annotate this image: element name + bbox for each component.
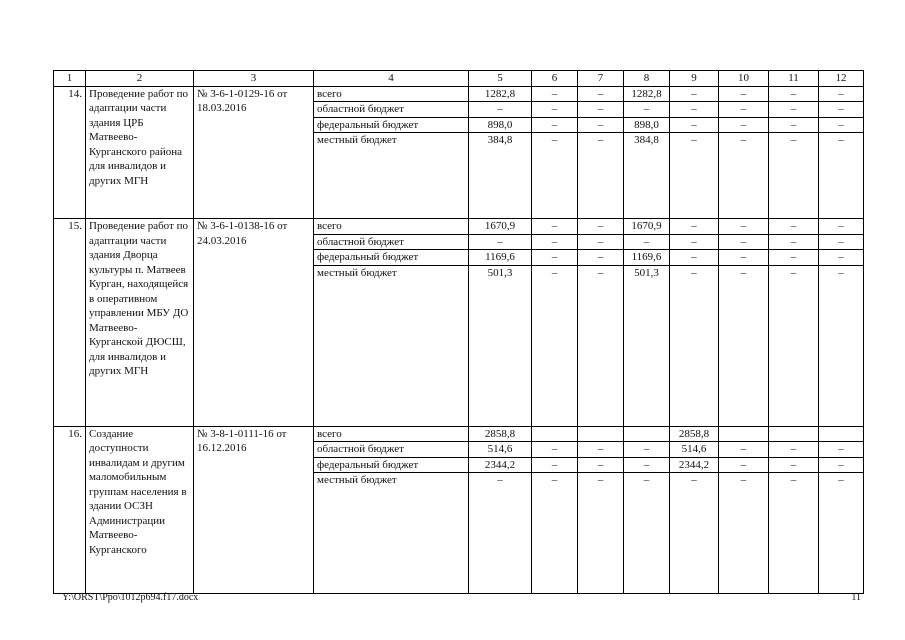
amount-cell: – [670, 250, 719, 266]
amount-cell: 898,0 [624, 117, 670, 133]
amount-cell: – [769, 117, 819, 133]
column-header: 3 [194, 71, 314, 87]
amount-cell: – [819, 117, 864, 133]
amount-cell: – [469, 473, 532, 594]
amount-cell: – [819, 473, 864, 594]
amount-cell: – [819, 234, 864, 250]
amount-cell: 514,6 [469, 442, 532, 458]
amount-cell: – [719, 102, 769, 118]
amount-cell: – [578, 133, 624, 219]
amount-cell: – [819, 265, 864, 426]
amount-cell: – [670, 234, 719, 250]
budget-label: всего [314, 86, 469, 102]
budget-label: всего [314, 426, 469, 442]
amount-cell: – [769, 86, 819, 102]
amount-cell: – [719, 133, 769, 219]
amount-cell: – [819, 442, 864, 458]
amount-cell: – [670, 86, 719, 102]
budget-label: областной бюджет [314, 442, 469, 458]
amount-cell: 384,8 [469, 133, 532, 219]
amount-cell: – [769, 457, 819, 473]
amount-cell: – [532, 133, 578, 219]
amount-cell: 2344,2 [670, 457, 719, 473]
amount-cell: – [670, 102, 719, 118]
budget-label: федеральный бюджет [314, 117, 469, 133]
amount-cell: – [819, 457, 864, 473]
document-reference: № 3-8-1-0111-16 от 16.12.2016 [194, 426, 314, 594]
amount-cell: – [719, 117, 769, 133]
amount-cell: – [578, 86, 624, 102]
amount-cell: – [532, 473, 578, 594]
amount-cell: – [769, 133, 819, 219]
amount-cell: – [578, 265, 624, 426]
table-row [54, 86, 864, 102]
amount-cell: – [719, 265, 769, 426]
document-reference: № 3-6-1-0138-16 от 24.03.2016 [194, 219, 314, 427]
amount-cell: – [819, 86, 864, 102]
budget-label: федеральный бюджет [314, 250, 469, 266]
amount-cell: – [578, 219, 624, 235]
amount-cell: – [719, 219, 769, 235]
amount-cell [769, 426, 819, 442]
amount-cell: – [719, 457, 769, 473]
amount-cell: – [532, 86, 578, 102]
column-header: 8 [624, 71, 670, 87]
column-header: 10 [719, 71, 769, 87]
budget-label: областной бюджет [314, 234, 469, 250]
amount-cell [719, 426, 769, 442]
budget-label: областной бюджет [314, 102, 469, 118]
amount-cell: – [469, 234, 532, 250]
amount-cell: – [769, 250, 819, 266]
table-row [54, 426, 864, 442]
amount-cell: – [532, 442, 578, 458]
column-header-row [54, 71, 864, 87]
amount-cell: – [532, 250, 578, 266]
amount-cell: 1282,8 [624, 86, 670, 102]
budget-table [53, 70, 864, 594]
amount-cell: 1670,9 [624, 219, 670, 235]
column-header: 9 [670, 71, 719, 87]
amount-cell: – [719, 442, 769, 458]
amount-cell [624, 426, 670, 442]
column-header: 7 [578, 71, 624, 87]
row-number: 14. [54, 86, 86, 219]
project-name: Проведение работ по адаптации части здания Дворца культуры п. Матвеев Курган, находящейся в оперативном управлении МБУ ДО Матвеево-Курганской ДЮСШ, для инвалидов и других МГН [86, 219, 194, 427]
amount-cell: – [719, 86, 769, 102]
column-header: 2 [86, 71, 194, 87]
amount-cell: – [532, 102, 578, 118]
page-number: 11 [851, 592, 861, 603]
amount-cell: 501,3 [469, 265, 532, 426]
project-name: Создание доступности инвалидам и другим маломобильным группам населения в здании ОСЗН Администрации Матвеево-Курганского [86, 426, 194, 594]
amount-cell: – [624, 473, 670, 594]
budget-label: местный бюджет [314, 473, 469, 594]
amount-cell: – [624, 102, 670, 118]
amount-cell: – [578, 250, 624, 266]
amount-cell: – [532, 265, 578, 426]
amount-cell: 1282,8 [469, 86, 532, 102]
amount-cell: – [578, 102, 624, 118]
amount-cell: 384,8 [624, 133, 670, 219]
amount-cell: 1169,6 [469, 250, 532, 266]
amount-cell: – [532, 117, 578, 133]
amount-cell: – [578, 473, 624, 594]
column-header: 5 [469, 71, 532, 87]
table-row [54, 219, 864, 235]
row-number: 16. [54, 426, 86, 594]
budget-label: местный бюджет [314, 265, 469, 426]
amount-cell [532, 426, 578, 442]
amount-cell: – [532, 457, 578, 473]
amount-cell: 898,0 [469, 117, 532, 133]
amount-cell: – [769, 219, 819, 235]
amount-cell: – [469, 102, 532, 118]
column-header: 6 [532, 71, 578, 87]
amount-cell: – [624, 234, 670, 250]
amount-cell: – [670, 265, 719, 426]
amount-cell: – [819, 102, 864, 118]
column-header: 11 [769, 71, 819, 87]
amount-cell: – [719, 234, 769, 250]
amount-cell: – [578, 234, 624, 250]
amount-cell: – [624, 457, 670, 473]
document-reference: № 3-6-1-0129-16 от 18.03.2016 [194, 86, 314, 219]
amount-cell [819, 426, 864, 442]
amount-cell: – [670, 133, 719, 219]
amount-cell: – [578, 117, 624, 133]
amount-cell: – [769, 265, 819, 426]
table-body [54, 71, 864, 594]
amount-cell: 501,3 [624, 265, 670, 426]
column-header: 4 [314, 71, 469, 87]
amount-cell: – [532, 234, 578, 250]
column-header: 12 [819, 71, 864, 87]
amount-cell: – [719, 473, 769, 594]
budget-label: федеральный бюджет [314, 457, 469, 473]
amount-cell: – [578, 442, 624, 458]
budget-label: всего [314, 219, 469, 235]
amount-cell: – [769, 473, 819, 594]
budget-label: местный бюджет [314, 133, 469, 219]
column-header: 1 [54, 71, 86, 87]
amount-cell: – [624, 442, 670, 458]
amount-cell: 514,6 [670, 442, 719, 458]
row-number: 15. [54, 219, 86, 427]
amount-cell: 2858,8 [670, 426, 719, 442]
amount-cell: – [670, 219, 719, 235]
amount-cell: – [769, 102, 819, 118]
amount-cell: 1670,9 [469, 219, 532, 235]
amount-cell: 1169,6 [624, 250, 670, 266]
amount-cell: 2858,8 [469, 426, 532, 442]
amount-cell: – [769, 234, 819, 250]
amount-cell: – [819, 250, 864, 266]
file-path: Y:\ORST\Ppo\1012p694.f17.docx [62, 592, 199, 603]
amount-cell: – [532, 219, 578, 235]
amount-cell [578, 426, 624, 442]
amount-cell: – [819, 219, 864, 235]
project-name: Проведение работ по адаптации части здания ЦРБ Матвеево-Курганского района для инвалидов и других МГН [86, 86, 194, 219]
amount-cell: – [670, 117, 719, 133]
amount-cell: – [769, 442, 819, 458]
amount-cell: – [819, 133, 864, 219]
amount-cell: 2344,2 [469, 457, 532, 473]
amount-cell: – [578, 457, 624, 473]
amount-cell: – [719, 250, 769, 266]
amount-cell: – [670, 473, 719, 594]
